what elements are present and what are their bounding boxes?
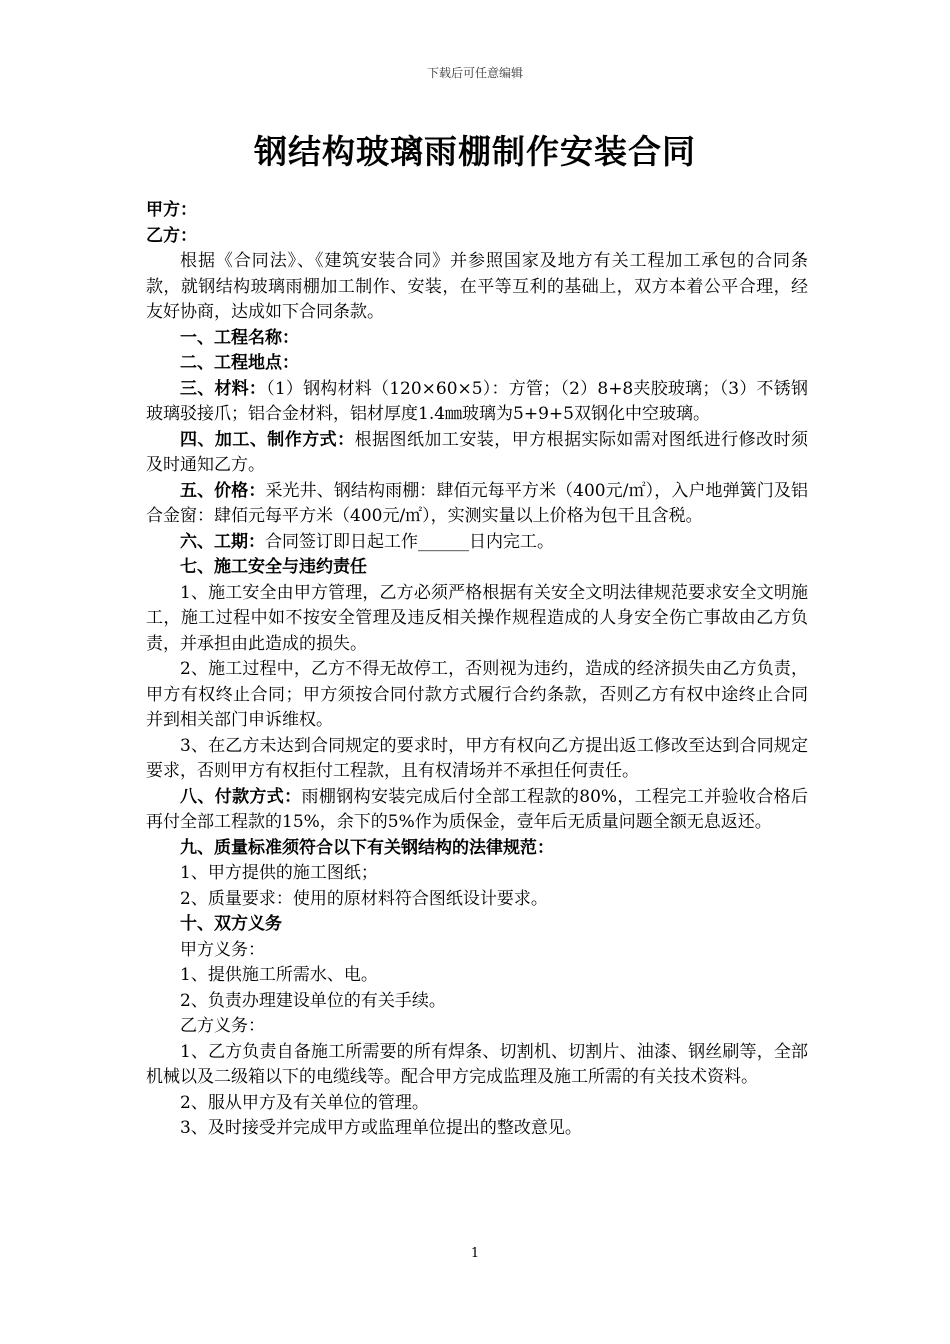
list-item: 2、负责办理建设单位的有关手续。 — [180, 990, 446, 1011]
list-item: 1、乙方负责自备施工所需要的所有焊条、切割机、切割片、油漆、钢丝刷等，全部机械以及二级箱以下的电缆线等。配合甲方完成监理及施工所需的有关技术资料。 — [146, 1041, 808, 1087]
section-heading: 六、工期： — [180, 531, 265, 552]
section-schedule — [146, 530, 808, 556]
party-a-label: 甲方： — [146, 200, 197, 220]
section-payment — [146, 785, 808, 836]
list-item: 3、在乙方未达到合同规定的要求时，甲方有权向乙方提出返工修改至达到合同规定要求，否则甲方有权拒付工程款，且有权清场并不承担任何责任。 — [146, 735, 808, 781]
section-text: 日内完工。 — [469, 531, 554, 552]
section-text: 雨棚钢构安装完成后付全部工程款的80%，工程完工并验收合格后再付全部工程款的15%，余下的5%作为质保金，壹年后无质量问题全额无息返还。 — [146, 786, 808, 832]
intro-paragraph: 根据《合同法》、《建筑安装合同》并参照国家及地方有关工程加工承包的合同条款，就钢结构玻璃雨棚加工制作、安装，在平等互利的基础上，双方本着公平合理，经友好协商，达成如下合同条款。 — [146, 251, 808, 322]
section-processing — [146, 428, 808, 479]
section-heading: 五、价格： — [180, 480, 266, 501]
section-text: （1）钢构材料（120×60×5）：方管；（2）8+8夹胶玻璃；（3）不锈钢玻璃驳接爪；铝合金材料，铝材厚度1.4㎜玻璃为5+9+5双钢化中空玻璃。 — [146, 378, 808, 424]
section-text: 合同签订即日起工作 — [265, 531, 418, 552]
section-heading-quality: 九、质量标准须符合以下有关钢结构的法律规范： — [180, 837, 554, 858]
section-heading-obligations: 十、双方义务 — [180, 914, 282, 934]
party-a-obligations-label: 甲方义务： — [180, 939, 265, 960]
section-materials — [146, 377, 808, 428]
section-heading: 一、工程名称： — [180, 327, 299, 348]
document-title: 钢结构玻璃雨棚制作安装合同 — [254, 132, 696, 171]
list-item: 2、质量要求：使用的原材料符合图纸设计要求。 — [180, 888, 548, 909]
section-project-name — [146, 326, 808, 352]
party-b-label: 乙方： — [146, 225, 197, 246]
section-heading: 八、付款方式： — [180, 786, 302, 807]
list-item: 1、甲方提供的施工图纸； — [180, 863, 378, 883]
section-text: 采光井、钢结构雨棚：肆佰元每平方米（400元/㎡），入户地弹簧门及铝合金窗：肆佰元每平方米（400元/㎡），实测实量以上价格为包干且含税。 — [146, 480, 808, 526]
header-note: 下载后可任意编辑 — [426, 66, 523, 80]
list-item: 1、施工安全由甲方管理，乙方必须严格根据有关安全文明法律规范要求安全文明施工，施工过程中如不按安全管理及违反相关操作规程造成的人身安全伤亡事故由乙方负责，并承担由此造成的损失。 — [146, 582, 808, 654]
page-number: 1 — [470, 1246, 480, 1261]
section-heading: 四、加工、制作方式： — [180, 429, 355, 450]
section-project-location — [146, 351, 808, 377]
list-item: 1、提供施工所需水、电。 — [180, 965, 378, 985]
list-item: 2、服从甲方及有关单位的管理。 — [180, 1092, 429, 1113]
section-text: 根据图纸加工安装，甲方根据实际如需对图纸进行修改时须及时通知乙方。 — [146, 429, 809, 475]
party-b-obligations-label: 乙方义务： — [180, 1016, 265, 1036]
list-item: 3、及时接受并完成甲方或监理单位提出的整改意见。 — [180, 1118, 582, 1138]
section-heading: 三、材料： — [180, 378, 267, 399]
section-price — [146, 479, 808, 530]
list-item: 2、施工过程中，乙方不得无故停工，否则视为违约，造成的经济损失由乙方负责，甲方有权终止合同；甲方须按合同付款方式履行合约条款，否则乙方有权中途终止合同并到相关部门申诉维权。 — [146, 659, 808, 730]
section-heading: 二、工程地点： — [180, 353, 299, 373]
blank-field: ______ — [418, 531, 469, 552]
contract-body — [146, 198, 808, 1142]
section-heading-safety: 七、施工安全与违约责任 — [180, 557, 367, 577]
